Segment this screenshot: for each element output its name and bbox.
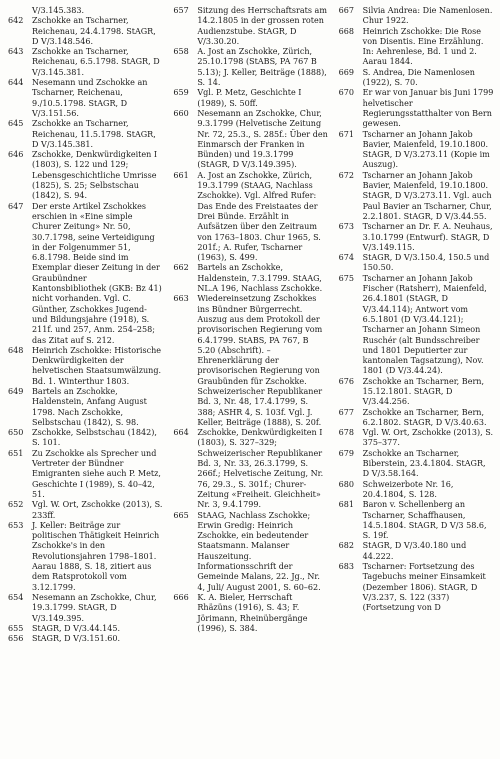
endnote-number: 664 — [173, 428, 189, 438]
endnote — [8, 119, 163, 150]
endnote — [339, 541, 494, 562]
endnote-number: 672 — [338, 170, 355, 180]
endnote-text: Nesemann und Zschokke an Tscharner, Reichenau, 9./10.5.1798. StAGR, D V/3.151.56. — [32, 78, 148, 118]
endnote-number: 667 — [338, 6, 355, 15]
endnote — [8, 500, 163, 521]
endnote-number: 653 — [8, 520, 24, 530]
endnote — [339, 449, 494, 480]
endnote-number: 678 — [338, 428, 355, 438]
endnote-text: Vgl. P. Metz, Geschichte I (1989), S. 50ff. — [197, 88, 302, 108]
endnote-text: Vgl. W. Ort, Zschokke (2013), S. 375–377. — [362, 428, 494, 448]
endnote-text: Zschokke an Tscharner, Reichenau, 24.4.1798. StAGR, D V/3.148.546. — [32, 16, 156, 46]
endnote-number: 668 — [338, 26, 355, 36]
endnote-text: Zschokke an Tscharner, Bern, 15.12.1801. StAGR, D V/3.44.256. — [362, 376, 485, 407]
endnote — [8, 387, 163, 428]
endnote-text: Tscharner: Fortsetzung des Tagebuchs meiner Einsamkeit (Dezember 1806). StAGR, D V/3.237, S. 122 (337) (Fortsetzung von D — [362, 562, 486, 613]
endnote-number: 674 — [338, 253, 355, 263]
endnote-number: 656 — [8, 634, 24, 644]
endnote-text: V/3.145.383. — [32, 6, 85, 15]
endnote-text: Wiedereinsetzung Zschokkes ins Bündner Bürgerrecht. Auszug aus dem Protokoll der provisorischen Regierung vom 6.4.1799. StABS, PA 767, B 5.20 (Abschrift). – Ehrenerklärung der provisorischen Regierung von Graubünden für Zschokke. Schweizerischer Republikaner Bd. 3, Nr. 48, 17.4.1799, S. 388; ASHR 4, S. 103f. Vgl. J. Keller, Beiträge (1888), S. 20f. — [197, 294, 323, 427]
endnote-text: Heinrich Zschokke: Historische Denkwürdigkeiten der helvetischen Staatsumwälzung. Bd. 1. Winterthur 1803. — [32, 345, 162, 386]
endnote-text: Bartels an Zschokke, Haldenstein, Anfang August 1798. Nach Zschokke, Selbstschau (1842), S. 98. — [32, 386, 147, 427]
endnote-number: 652 — [8, 500, 24, 510]
endnote-text: Der erste Artikel Zschokkes erschien in «Eine simple Churer Zeitung» Nr. 50, 30.7.1798, seine Verteidigung in der Folgenummer 51, 6.8.1798. Beide sind im Exemplar dieser Zeitung in der Graubündner Kantonsbibliothek (GKB: Bz 41) nicht vorhanden. Vgl. C. Günther, Zschokkes Jugend- und Bildungsjahre (1918), S. 211f. und 257, Anm. 254–258; das Zitat auf S. 212. — [32, 201, 162, 345]
endnote — [173, 47, 328, 88]
endnote — [339, 562, 494, 613]
endnote-text: Tscharner an Johann Jakob Bavier, Maienfeld, 19.10.1800. StAGR, D V/3.273.11 (Kopie im Auszug). — [362, 129, 490, 170]
endnote-number: 673 — [338, 222, 355, 232]
endnote-text: Zschokke an Tscharner, Biberstein, 23.4.1804. StAGR, D V/3.58.164. — [362, 448, 486, 479]
endnote-number: 662 — [173, 263, 189, 273]
endnote — [8, 16, 163, 47]
endnote-number: 676 — [338, 376, 355, 386]
endnote-text: Vgl. W. Ort, Zschokke (2013), S. 233ff. — [32, 500, 163, 520]
endnote-number: 661 — [173, 170, 189, 180]
endnote-number: 665 — [173, 510, 189, 520]
endnote — [8, 428, 163, 449]
endnote — [173, 171, 328, 264]
endnote-number: 658 — [173, 47, 189, 57]
endnote-text: Silvia Andrea: Die Namenlosen. Chur 1922. — [362, 6, 493, 26]
endnote — [173, 428, 328, 510]
endnote — [339, 500, 494, 541]
endnote-number: 675 — [338, 273, 355, 283]
endnote-text: StAGR, D V/3.40.180 und 44.222. — [362, 541, 467, 561]
endnote-text: StAGR, D V/3.151.60. — [32, 634, 121, 644]
endnote-number: 657 — [173, 6, 189, 15]
endnote-number: 642 — [8, 16, 24, 26]
endnote-number: 666 — [173, 592, 189, 602]
endnote — [8, 47, 163, 78]
endnote-text: Zschokke, Denkwürdigkeiten I (1803), S. 327–329; Schweizerischer Republikaner Bd. 3, Nr. 33, 26.3.1799, S. 266f.; Helvetische Zeitung, Nr. 76, 29.3., S. 301f.; Churer-Zeitung «Freiheit. Gleichheit» Nr. 3, 9.4.1799. — [197, 428, 324, 510]
endnote-text: StAAG, Nachlass Zschokke; Erwin Gredig: Heinrich Zschokke, ein bedeutender Staatsmann. Malanser Hauszeitung. Informationsschrift der Gemeinde Malans, 22. Jg., Nr. 4, Juli/ August 2001, S. 60–62. — [197, 510, 321, 592]
endnote-text: S. Andrea, Die Namenlosen (1922), S. 70. — [362, 67, 475, 88]
endnote-number: 659 — [173, 88, 189, 98]
endnote-text: StAGR, D V/3.44.145. — [32, 623, 121, 633]
endnote-text: A. Jost an Zschokke, Zürich, 19.3.1799 (StAAG, Nachlass Zschokke). Vgl. Alfred Rufer: Das Ende des Freistaates der Drei Bünde. Erzählt in Aufsätzen über den Zeitraum von 1763–1803. Chur 1965, S. 201f.; A. Rufer, Tscharner (1963), S. 499. — [197, 170, 321, 263]
endnote-text: Baron v. Schellenberg an Tscharner, Schaffhausen, 14.5.1804. StAGR, D V/3 58.6, S. 19f. — [362, 500, 487, 541]
endnote — [8, 624, 163, 634]
endnote — [339, 408, 494, 429]
endnote-text: Tscharner an Johann Jakob Bavier, Maienfeld, 19.10.1800. StAGR, D V/3.273.11. Vgl. auch Paul Bavier an Tscharner, Chur, 2.2.1801. StAGR, D V/3.44.55. — [362, 170, 492, 221]
notes-column-right — [339, 6, 494, 759]
endnote-number: 670 — [338, 88, 355, 98]
endnote-text: J. Keller: Beiträge zur politischen Thätigkeit Heinrich Zschokke's in den Revolutionsjahren 1798–1801. Aarau 1888, S. 18, zitiert aus dem Ratsprotokoll vom 3.12.1799. — [32, 520, 160, 592]
endnote-text: Tscharner an Dr. F. A. Neuhaus, 3.10.1799 (Entwurf). StAGR, D V/3.149.115. — [362, 222, 493, 252]
endnote-number: 654 — [8, 592, 24, 602]
endnote-number: 671 — [338, 129, 355, 139]
endnote-text: Zschokke, Selbstschau (1842), S. 101. — [32, 428, 157, 448]
endnote-number: 669 — [338, 67, 355, 77]
endnote-text: Sitzung des Herrschaftsrats am 14.2.1805 in der grossen roten Audienzstube. StAGR, D V/3.30.20. — [197, 6, 327, 46]
endnote — [173, 109, 328, 171]
endnote-number: 679 — [338, 448, 355, 458]
endnote — [8, 6, 163, 16]
endnote — [339, 68, 494, 89]
endnote — [8, 78, 163, 119]
endnote-number: 660 — [173, 108, 189, 118]
endnote-number: 663 — [173, 294, 189, 304]
endnote-text: Zschokke, Denkwürdigkeiten I (1803), S. 122 und 129; Lebensgeschichtliche Umrisse (1825), S. 25; Selbstschau (1842), S. 94. — [32, 150, 158, 201]
endnote-number: 644 — [8, 78, 24, 88]
endnote-number: 677 — [338, 407, 355, 417]
endnote-number: 647 — [8, 201, 24, 211]
endnote — [8, 521, 163, 593]
endnote-number: 645 — [8, 119, 24, 129]
endnote-number: 649 — [8, 386, 24, 396]
endnote-number: 682 — [338, 541, 355, 551]
endnote-text: A. Jost an Zschokke, Zürich, 25.10.1798 (StABS, PA 767 B 5.13); J. Keller, Beiträge (1888), S. 14. — [197, 47, 327, 88]
endnote — [173, 263, 328, 294]
endnote — [8, 346, 163, 387]
endnote — [173, 88, 328, 109]
endnote — [339, 428, 494, 449]
endnote-text: Nesemann an Zschokke, Chur, 9.3.1799 (Helvetische Zeitung Nr. 72, 25.3., S. 285f.: Über den Einmarsch der Franken in Bünden) und 19.3.1799 (StAGR, D V/3.149.395). — [197, 108, 328, 170]
endnote — [339, 222, 494, 253]
endnote — [339, 27, 494, 68]
endnote-number: 648 — [8, 345, 24, 355]
endnote-text: Schweizerbote Nr. 16, 20.4.1804, S. 128. — [362, 479, 454, 499]
endnote — [8, 150, 163, 201]
endnote — [8, 449, 163, 500]
endnote-text: Zschokke an Tscharner, Reichenau, 6.5.1798. StAGR, D V/3.145.381. — [32, 47, 160, 77]
endnote-text: Heinrich Zschokke: Die Rose von Disentis. Eine Erzählung. In: Aehrenlese, Bd. 1 und 2. Aarau 1844. — [362, 26, 484, 67]
notes-column-left — [8, 6, 163, 759]
endnote-number: 646 — [8, 150, 24, 160]
endnote — [339, 274, 494, 377]
endnote — [8, 202, 163, 346]
notes-column-middle — [173, 6, 328, 759]
endnote-text: Bartels an Zschokke, Haldenstein, 7.3.1799. StAAG, NL.A 196, Nachlass Zschokke. — [197, 263, 323, 294]
endnote — [339, 6, 494, 27]
endnote-text: Tscharner an Johann Jakob Fischer (Ratsherr), Maienfeld, 26.4.1801 (StAGR, D V/3.44.114); Antwort vom 6.5.1801 (D V/3.44.121); Tscharner an Johann Simeon Ruschér (alt Bundsschreiber und 1801 Deputierter zur kantonalen Tagsatzung), Nov. 1801 (D V/3.44.24). — [362, 273, 487, 376]
endnote-number: 683 — [338, 562, 355, 572]
endnote — [339, 88, 494, 129]
endnote — [173, 6, 328, 47]
endnote-text: Er war von Januar bis Juni 1799 helvetischer Regierungsstatthalter von Bern gewesen. — [362, 88, 494, 129]
endnote-text: Nesemann an Zschokke, Chur, 19.3.1799. StAGR, D V/3.149.395. — [32, 592, 157, 623]
endnote — [339, 171, 494, 222]
endnote-text: Zschokke an Tscharner, Bern, 6.2.1802. StAGR, D V/3.40.63. — [362, 407, 487, 427]
endnote — [173, 593, 328, 634]
endnote-text: K. A. Bieler, Herrschaft Rhäzüns (1916), S. 43; F. Jörimann, Rheinübergänge (1996), S. 384. — [197, 592, 308, 633]
endnote-number: 681 — [338, 500, 355, 510]
endnote — [8, 634, 163, 644]
endnote-text: Zschokke an Tscharner, Reichenau, 11.5.1798. StAGR, D V/3.145.381. — [32, 119, 156, 149]
endnote-number: 650 — [8, 428, 24, 438]
endnote-number: 680 — [338, 479, 355, 489]
endnote — [339, 130, 494, 171]
endnote-number: 655 — [8, 623, 24, 633]
endnote — [339, 253, 494, 274]
endnote-text: Zu Zschokke als Sprecher und Vertreter der Bündner Emigranten siehe auch P. Metz, Geschichte I (1989), S. 40–42, 51. — [32, 448, 161, 499]
endnote-number: 643 — [8, 47, 24, 57]
endnote — [173, 511, 328, 593]
endnote-text: StAGR, D V/3.150.4, 150.5 und 150.50. — [362, 253, 490, 273]
endnote — [339, 480, 494, 501]
endnote — [8, 593, 163, 624]
endnote-number: 651 — [8, 448, 24, 458]
endnote — [339, 377, 494, 408]
endnote — [173, 294, 328, 428]
